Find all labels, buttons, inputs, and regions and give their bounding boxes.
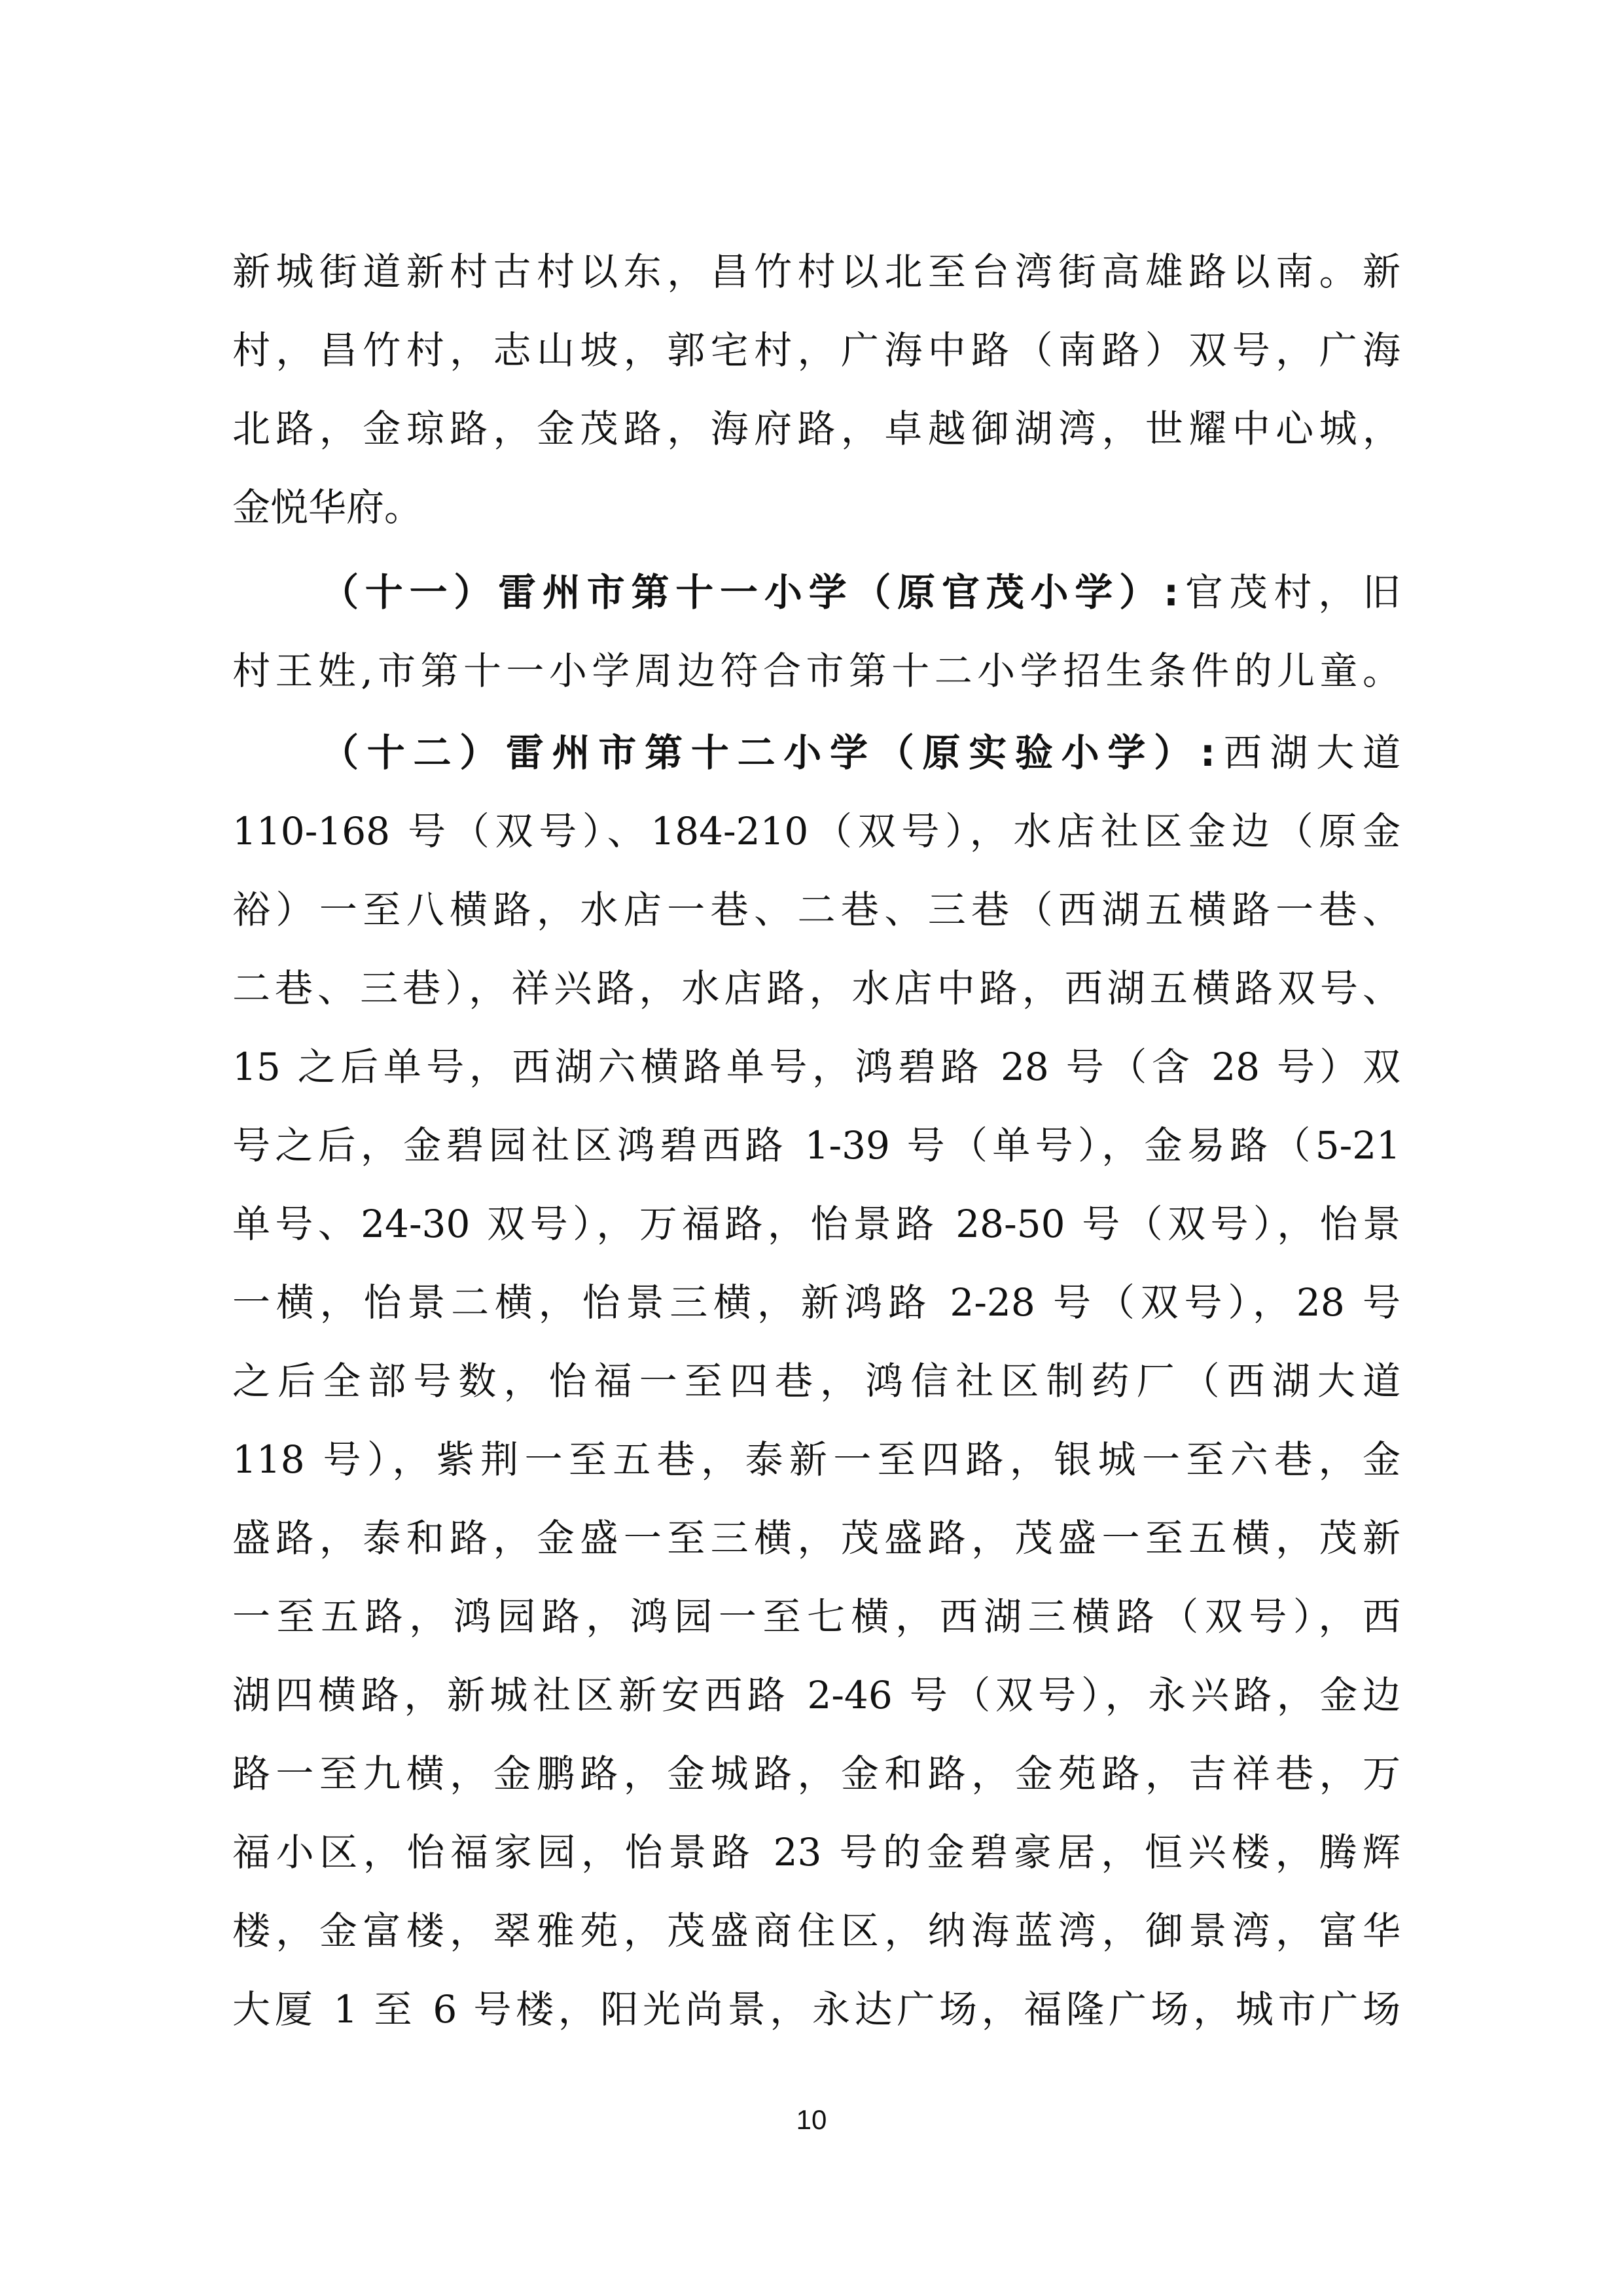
- body-line: 村王姓,市第十一小学周边符合市第十二小学招生条件的儿童。: [232, 649, 1400, 693]
- body-line: 路一至九横，金鹏路，金城路，金和路，金苑路，吉祥巷，万: [232, 1751, 1400, 1796]
- body-text: 西湖大道: [1215, 730, 1400, 775]
- body-line: 一横，怡景二横，怡景三横，新鸿路 2-28 号（双号），28 号: [232, 1280, 1400, 1325]
- body-text: 官茂村，旧: [1179, 570, 1400, 615]
- body-line: 新城街道新村古村以东，昌竹村以北至台湾街高雄路以南。新: [232, 249, 1400, 294]
- body-line: 二巷、三巷），祥兴路，水店路，水店中路，西湖五横路双号、: [232, 966, 1400, 1011]
- body-line: 村，昌竹村，志山坡，郭宅村，广海中路（南路）双号，广海: [232, 328, 1400, 372]
- section-heading-line: [321, 723, 1400, 782]
- body-line: 之后全部号数，怡福一至四巷，鸿信社区制药厂（西湖大道: [232, 1359, 1400, 1403]
- section-heading-school-11: （十一）雷州市第十一小学（原官茂小学）:: [321, 570, 1179, 615]
- body-line: 大厦 1 至 6 号楼，阳光尚景，永达广场，福隆广场，城市广场: [232, 1987, 1400, 2032]
- body-line: 号之后，金碧园社区鸿碧西路 1-39 号（单号），金易路（5-21: [232, 1123, 1400, 1168]
- page-number: 10: [796, 2104, 827, 2135]
- body-line: 一至五路，鸿园路，鸿园一至七横，西湖三横路（双号），西: [232, 1594, 1400, 1639]
- body-line: 118 号），紫荆一至五巷，泰新一至四路，银城一至六巷，金: [232, 1437, 1400, 1482]
- body-line: 盛路，泰和路，金盛一至三横，茂盛路，茂盛一至五横，茂新: [232, 1516, 1400, 1560]
- body-line: 北路，金琼路，金茂路，海府路，卓越御湖湾，世耀中心城，: [232, 406, 1400, 451]
- body-line: 楼，金富楼，翠雅苑，茂盛商住区，纳海蓝湾，御景湾，富华: [232, 1909, 1400, 1953]
- section-heading-line: [321, 563, 1400, 622]
- section-heading-school-12: （十二）雷州市第十二小学（原实验小学）:: [321, 730, 1216, 775]
- body-line: 金悦华府。: [232, 485, 423, 529]
- body-line: 裕）一至八横路，水店一巷、二巷、三巷（西湖五横路一巷、: [232, 888, 1400, 932]
- body-line: 110-168 号（双号）、184-210（双号），水店社区金边（原金: [232, 809, 1400, 853]
- body-line: 湖四横路，新城社区新安西路 2-46 号（双号），永兴路，金边: [232, 1673, 1400, 1717]
- body-line: 单号、24-30 双号），万福路，怡景路 28-50 号（双号），怡景: [232, 1202, 1400, 1246]
- body-line: 15 之后单号，西湖六横路单号，鸿碧路 28 号（含 28 号）双: [232, 1045, 1400, 1089]
- body-line: 福小区，怡福家园，怡景路 23 号的金碧豪居，恒兴楼，腾辉: [232, 1830, 1400, 1874]
